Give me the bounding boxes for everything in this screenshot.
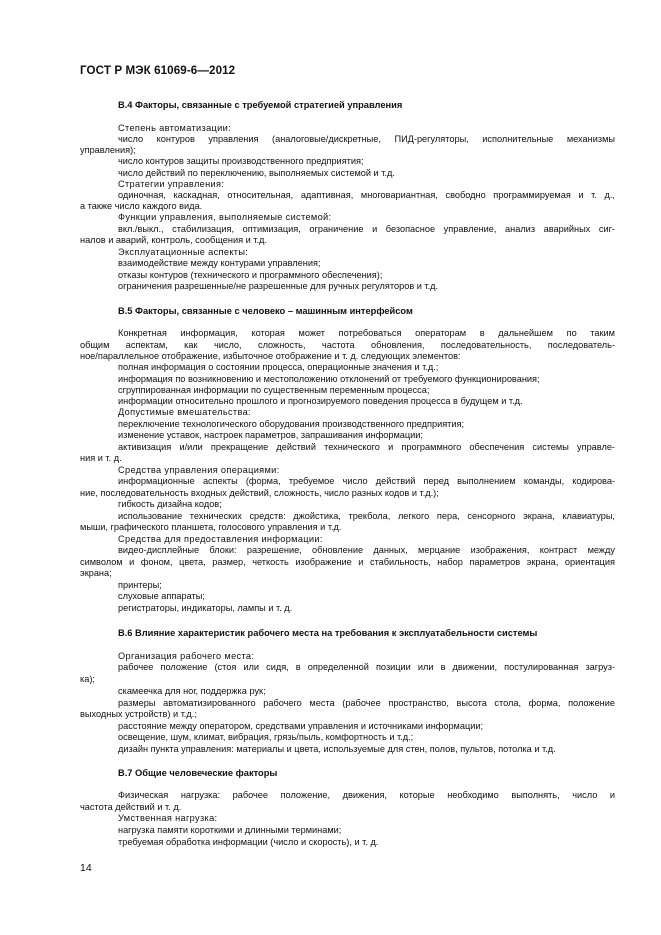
section-heading-b7: В.7 Общие человеческие факторы [118,768,278,778]
text-line: информационные аспекты (форма, требуемое число действий перед выполнением команды, кодирова- [118,476,615,486]
text-line: одиночная, каскадная, относительная, адаптивная, многовариантная, свободно программируемая и т. д., [118,190,615,200]
text-line: управления); [80,145,136,155]
text-line: число действий по переключению, выполняемых системой и т.д. [118,168,395,178]
text-line: использование технических средств: джойстика, трекбола, легкого пера, сенсорного экрана, клавиатуры, [118,511,615,521]
text-line: Степень автоматизации: [118,123,232,133]
text-line: Допустимые вмешательства: [118,407,251,417]
text-line: изменение уставок, настроек параметров, запрашивания информации; [118,430,423,440]
text-line: символом и фоном, цвета, размер, четкость изображение и стабильность, набор параметров экрана, ориентация [80,557,615,567]
text-line: информация по возникновению и местоположению отклонений от требуемого функционирования; [118,374,540,384]
text-line: скамеечка для ног, поддержка рук; [118,686,266,696]
text-line: активизация и/или прекращение действий технического и программного обеспечения системы управле- [118,442,615,452]
text-line: принтеры; [118,580,162,590]
text-line: дизайн пункта управления: материалы и цвета, используемые для стен, полов, пультов, потолка и т.д. [118,744,556,754]
text-line: ное/параллельное отображение, избыточное отображение и т. д. следующих элементов: [80,351,461,361]
text-line: частота действий и т. д. [80,802,182,812]
text-line: Эксплуатационные аспекты: [118,247,249,257]
text-line: рабочее положение (стоя или сидя, в определенной позиции или в движении, постулированная загруз- [118,662,615,672]
text-line: ка); [80,674,95,684]
section-heading-b5: В.5 Факторы, связанные с человеко – машинным интерфейсом [118,306,413,316]
text-line: взаимодействие между контурами управления; [118,258,321,268]
text-line: информации относительно прошлого и прогнозируемого поведения процесса в будущем и т.д. [118,396,523,406]
text-line: выходных устройств) и т.д.; [80,709,197,719]
text-line: ние, последовательность входных действий, сложность, число разных кодов и т.д.); [80,488,439,498]
text-line: расстояние между оператором, средствами управления и источниками информации; [118,721,484,731]
text-line: Функции управления, выполняемые системой: [118,212,332,222]
text-line: видео-дисплейные блоки: разрешение, обновление данных, мерцание изображения, контраст между [118,545,615,555]
text-line: слуховые аппараты; [118,591,205,601]
text-line: экрана; [80,568,112,578]
text-line: мыши, графического планшета, голосового управления и т.д. [80,522,342,532]
text-line: ния и т. д. [80,453,122,463]
text-line: Средства для предоставления информации: [118,534,323,544]
text-line: регистраторы, индикаторы, лампы и т. д. [118,603,293,613]
text-line: сгруппированная информации по существенным переменным процесса; [118,385,430,395]
text-line: вкл./выкл., стабилизация, оптимизация, ограничение и безопасное управление, анализ аварийных сиг- [118,224,615,234]
section-heading-b4: В.4 Факторы, связанные с требуемой стратегией управления [118,100,403,110]
text-line: требуемая обработка информации (число и скорость), и т. д. [118,837,379,847]
text-line: число контуров управления (аналоговые/дискретные, ПИД-регуляторы, исполнительные механизмы [118,134,615,144]
section-heading-b6: В.6 Влияние характеристик рабочего места на требования к эксплуатабельности системы [118,628,538,638]
text-line: ограничения разрешенные/не разрешенные для ручных регуляторов и т.д. [118,281,439,291]
text-line: Организация рабочего места: [118,651,255,661]
text-line: полная информация о состоянии процесса, операционные значения и т.д.; [118,362,439,372]
text-line: отказы контуров (технического и программного обеспечения); [118,270,383,280]
text-line: общим аспектам, как число, сложность, частота обновления, последовательность, последователь- [80,340,615,350]
text-line: гибкость дизайна кодов; [118,499,222,509]
text-line: размеры автоматизированного рабочего места (рабочее пространство, высота стола, форма, положение [118,698,615,708]
page-number: 14 [80,862,92,874]
text-line: Средства управления операциями: [118,465,280,475]
text-line: число контуров защиты производственного предприятия; [118,156,364,166]
text-line: Конкретная информация, которая может потребоваться операторам в дальнейшем по таким [118,328,615,338]
text-line: переключение технологического оборудования производственного предприятия; [118,419,465,429]
document-header: ГОСТ Р МЭК 61069-6—2012 [80,64,236,77]
text-line: Умственная нагрузка: [118,813,218,823]
text-line: освещение, шум, климат, вибрация, грязь/пыль, комфортность и т.д.; [118,732,414,742]
text-line: а также число каждого вида. [80,201,203,211]
text-line: Физическая нагрузка: рабочее положение, движения, которые необходимо выполнять, число и [118,790,615,800]
text-line: Стратегии управления: [118,179,225,189]
text-line: нагрузка памяти короткими и длинными терминами; [118,825,342,835]
text-line: налов и аварий, контроль, сообщения и т.д. [80,235,267,245]
